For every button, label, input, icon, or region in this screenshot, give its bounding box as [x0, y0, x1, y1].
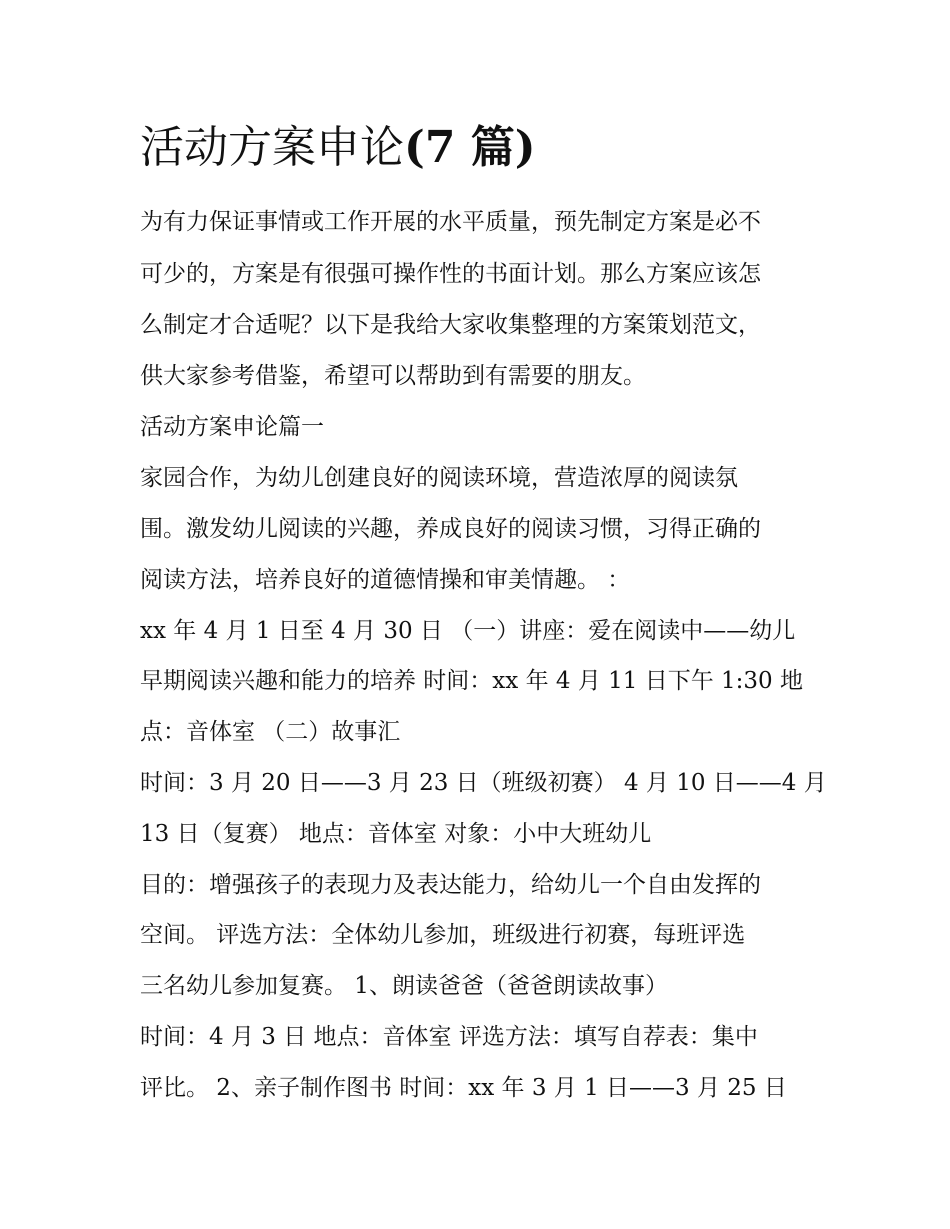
- paragraph-line: 13 日（复赛） 地点：音体室 对象：小中大班幼儿: [140, 821, 652, 847]
- paragraph-line: 空间。 评选方法：全体幼儿参加，班级进行初赛，每班评选: [140, 922, 746, 948]
- paragraph-line: 时间：4 月 3 日 地点：音体室 评选方法：填写自荐表：集中: [140, 1024, 758, 1050]
- paragraph-line: 阅读方法，培养良好的道德情操和审美情趣。 ：: [140, 567, 631, 593]
- paragraph-line: 么制定才合适呢？以下是我给大家收集整理的方案策划范文，: [140, 312, 761, 338]
- paragraph-line: 点：音体室 （二）故事汇: [140, 719, 401, 745]
- paragraph-line: 可少的，方案是有很强可操作性的书面计划。那么方案应该怎: [140, 261, 761, 287]
- document-title: [140, 118, 536, 178]
- paragraph-line: 家园合作，为幼儿创建良好的阅读环境，营造浓厚的阅读氛: [140, 465, 738, 491]
- paragraph-line: 早期阅读兴趣和能力的培养 时间：xx 年 4 月 11 日下午 1:30 地: [140, 668, 803, 694]
- paragraph-line: 目的：增强孩子的表现力及表达能力，给幼儿一个自由发挥的: [140, 872, 761, 898]
- paragraph-line: 围。激发幼儿阅读的兴趣，养成良好的阅读习惯，习得正确的: [140, 516, 761, 542]
- section-heading: 活动方案申论篇一: [140, 414, 324, 440]
- paragraph-line: 三名幼儿参加复赛。 1、朗读爸爸（爸爸朗读故事）: [140, 973, 668, 999]
- title-main: 活动方案申论: [140, 122, 404, 173]
- paragraph-line: xx 年 4 月 1 日至 4 月 30 日 （一）讲座：爱在阅读中——幼儿: [140, 618, 796, 644]
- paragraph-line: 供大家参考借鉴，希望可以帮助到有需要的朋友。: [140, 363, 646, 389]
- title-suffix: (7 篇): [404, 122, 536, 173]
- paragraph-line: 评比。 2、亲子制作图书 时间：xx 年 3 月 1 日——3 月 25 日: [140, 1075, 787, 1101]
- paragraph-line: 为有力保证事情或工作开展的水平质量，预先制定方案是必不: [140, 209, 761, 235]
- paragraph-line: 时间：3 月 20 日——3 月 23 日（班级初赛） 4 月 10 日——4 月: [140, 770, 827, 796]
